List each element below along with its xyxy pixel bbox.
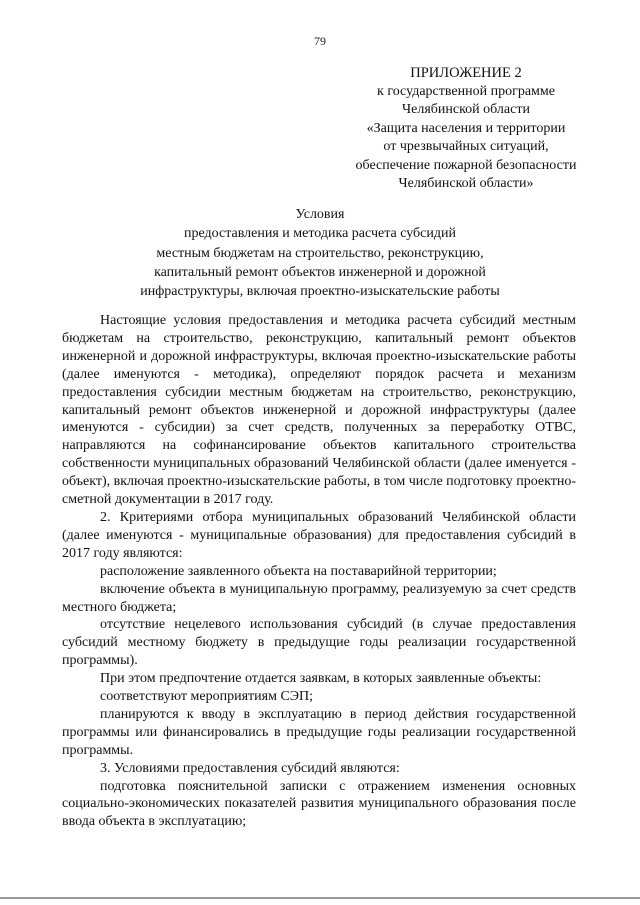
appendix-line: Челябинской области»	[398, 176, 534, 191]
paragraph: расположение заявленного объекта на поставарийной территории;	[100, 563, 497, 579]
paragraph: подготовка пояснительной записки с отражением изменения основных социально-экономических показателей развития муниципального образования после ввода объекта в эксплуатацию;	[62, 778, 576, 830]
paragraph: планируются к вводу в эксплуатацию в период действия государственной программы или финансировались в предыдущие годы реализации государственной программы.	[62, 706, 576, 758]
appendix-line: к государственной программе	[377, 83, 555, 99]
document-body	[62, 312, 576, 831]
paragraph: 2. Критериями отбора муниципальных образований Челябинской области (далее именуются - муниципальные образования) для предоставления субсидий в 2017 году являются:	[62, 509, 576, 561]
page-number: 79	[314, 34, 326, 48]
appendix-line: от чрезвычайных ситуаций,	[383, 139, 549, 154]
appendix-line: обеспечение пожарной безопасности	[355, 157, 577, 173]
appendix-heading: ПРИЛОЖЕНИЕ 2	[410, 65, 522, 81]
paragraph: отсутствие нецелевого использования субсидий (в случае предоставления субсидий местному бюджету в предыдущие годы реализации государственной программы).	[62, 617, 576, 669]
paragraph: включение объекта в муниципальную программу, реализуемую за счет средств местного бюджета;	[62, 581, 576, 615]
appendix-block	[316, 64, 616, 194]
title-line: инфраструктуры, включая проектно-изыскательские работы	[140, 284, 500, 300]
document-title	[90, 205, 550, 301]
paragraph: соответствуют мероприятиям СЭП;	[100, 689, 314, 705]
paragraph: 3. Условиями предоставления субсидий являются:	[100, 760, 400, 776]
title-line: предоставления и методика расчета субсидий	[184, 226, 456, 242]
appendix-line: Челябинской области	[402, 102, 530, 117]
paragraph: При этом предпочтение отдается заявкам, в которых заявленные объекты:	[100, 671, 542, 687]
title-line: местным бюджетам на строительство, реконструкцию,	[156, 245, 484, 261]
title-line: капитальный ремонт объектов инженерной и дорожной	[154, 264, 486, 280]
page-bottom-divider	[0, 897, 640, 899]
paragraph: Настоящие условия предоставления и методика расчета субсидий местным бюджетам на строительство, реконструкцию, капитальный ремонт объектов инженерной и дорожной инфраструктуры, включая проектно-изыскательские работы (далее именуются - методика), определяют порядок расчета и механизм предоставления субсидии местным бюджетам на строительство, реконструкцию, капитальный ремонт объектов инженерной и дорожной инфраструктуры (далее именуются - субсидии) за счет средств, полученных за переработку ОТВС, направляются на софинансирование объектов капитального строительства собственности муниципальных образований Челябинской области (далее именуется - объект), включая проектно-изыскательские работы, в том числе подготовку проектно-сметной документации в 2017 году.	[62, 313, 577, 508]
appendix-line: «Защита населения и территории	[366, 120, 566, 136]
title-heading: Условия	[295, 207, 345, 222]
